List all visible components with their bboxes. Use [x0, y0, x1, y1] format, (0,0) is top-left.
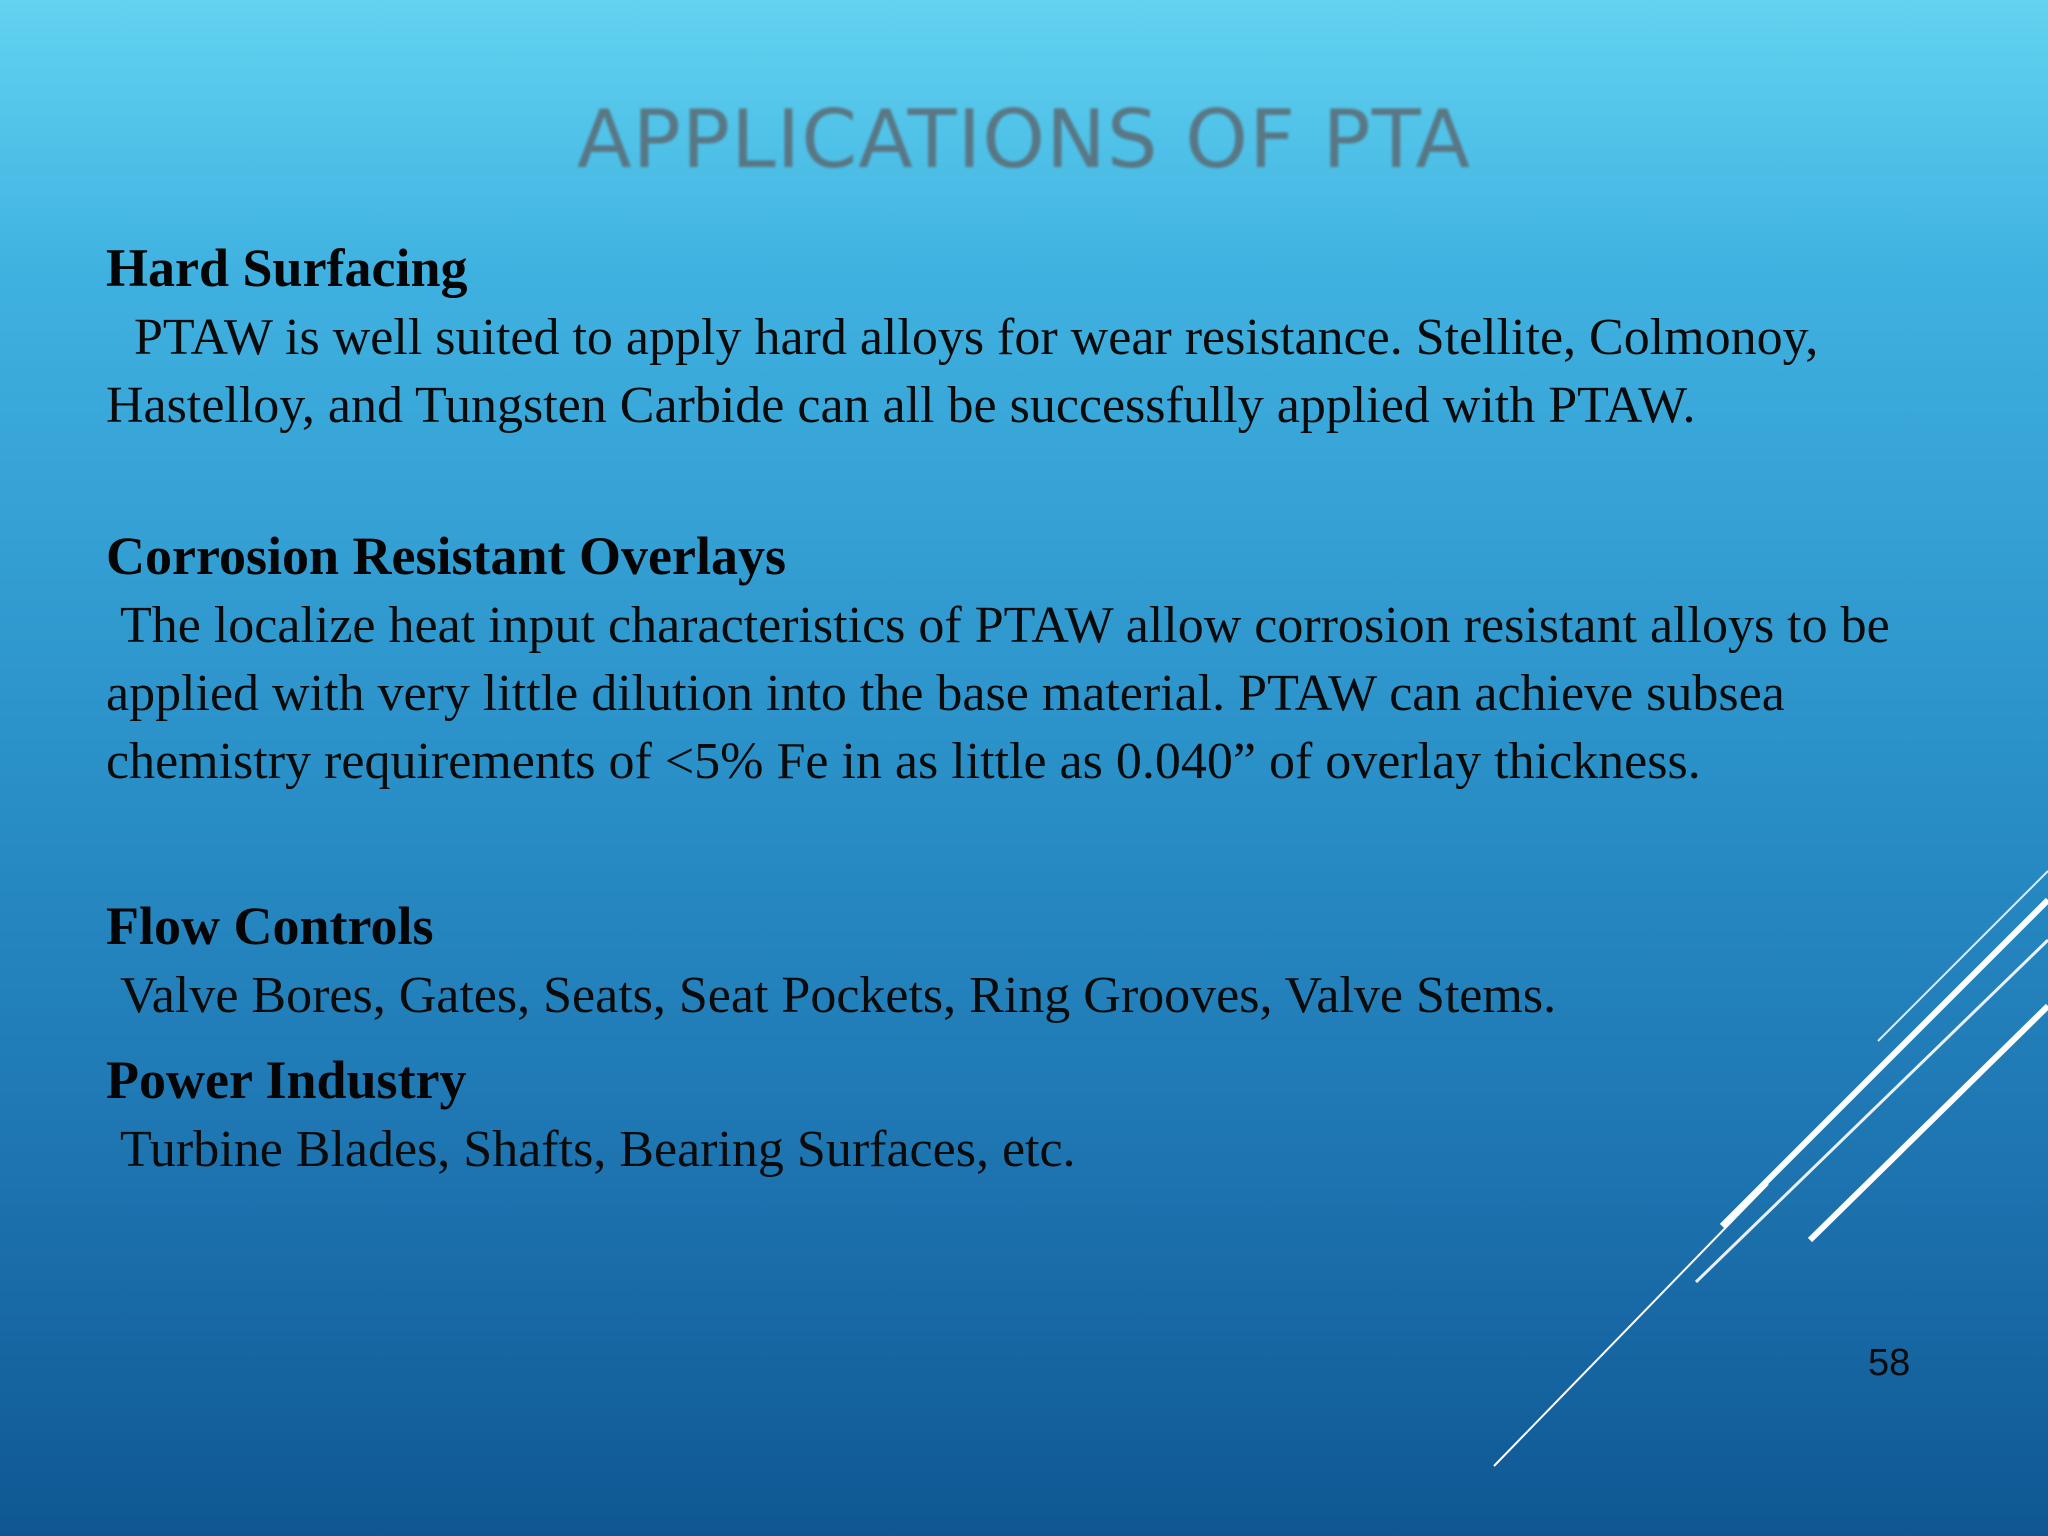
section-body-corrosion-resistant-overlays: The localize heat input characteristics of PTAW allow corrosion resistant alloys to be applied with very little dilution into the base material. PTAW can achieve subsea chemistry requirements of <5% Fe in as little as 0.040” of overlay thickness.	[106, 597, 1890, 790]
section-heading-flow-controls: Flow Controls	[106, 896, 434, 956]
page-number: 58	[1868, 1342, 1911, 1384]
slide-title: APPLICATIONS OF PTA	[576, 93, 1472, 186]
diagonal-line	[1494, 1184, 1768, 1466]
section-body-hard-surfacing: PTAW is well suited to apply hard alloys for wear resistance. Stellite, Colmonoy, Hastelloy, and Tungsten Carbide can all be successfully applied with PTAW.	[106, 309, 1819, 434]
spacer	[106, 1030, 1966, 1044]
section-heading-hard-surfacing: Hard Surfacing	[106, 238, 468, 298]
section-body-power-industry: Turbine Blades, Shafts, Bearing Surfaces, etc.	[120, 1121, 1076, 1178]
spacer	[106, 796, 1966, 890]
slide-content	[106, 232, 1966, 1184]
section-body-flow-controls: Valve Bores, Gates, Seats, Seat Pockets, Ring Grooves, Valve Stems.	[120, 967, 1557, 1024]
spacer	[106, 440, 1966, 520]
section-heading-corrosion-resistant-overlays: Corrosion Resistant Overlays	[106, 526, 786, 586]
section-heading-power-industry: Power Industry	[106, 1050, 467, 1110]
